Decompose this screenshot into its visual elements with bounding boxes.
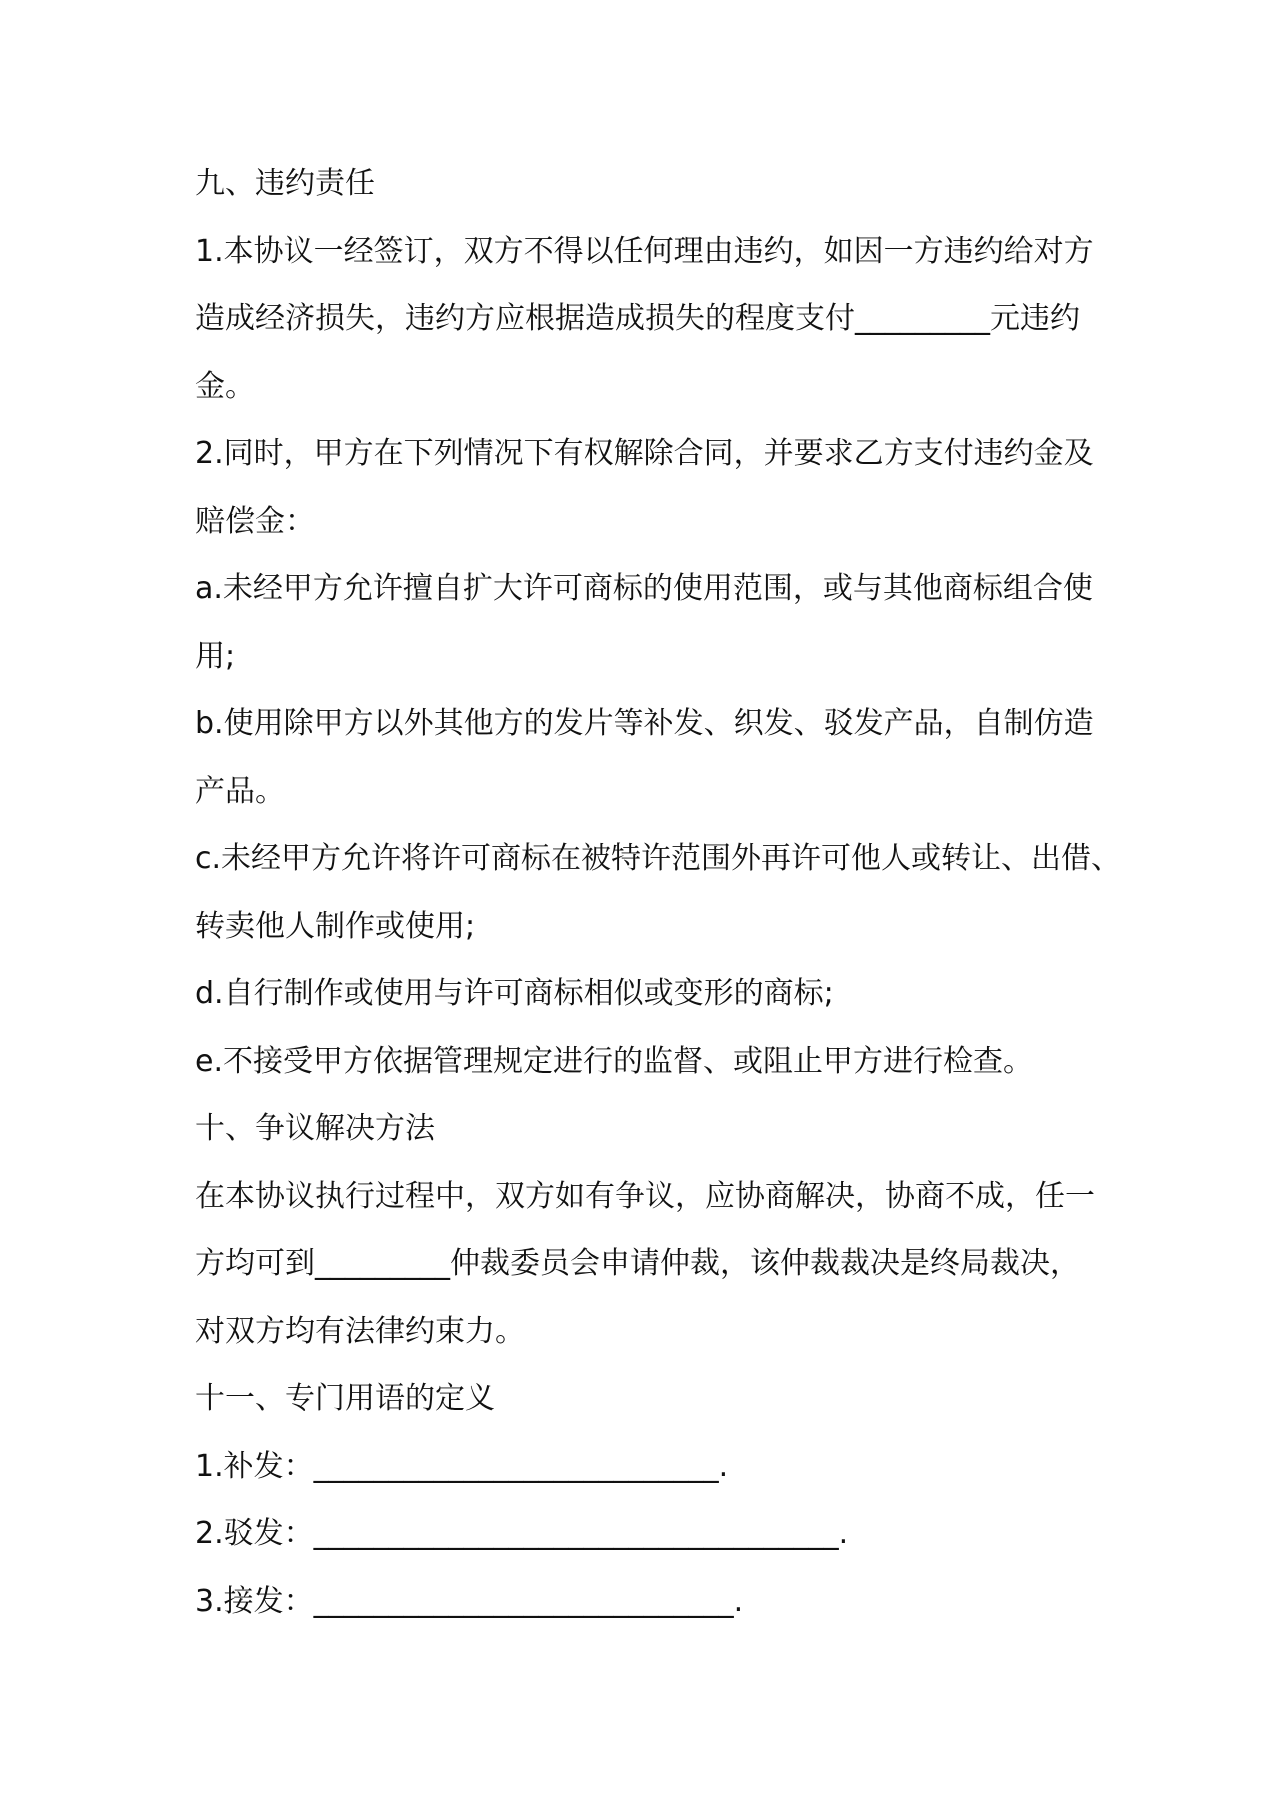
paragraph-line: 造成经济损失，违约方应根据造成损失的程度支付_________元违约	[195, 301, 1080, 336]
definition-line: 3.接发：____________________________.	[195, 1583, 744, 1619]
list-item-line: 用;	[195, 638, 236, 674]
paragraph-line: 在本协议执行过程中，双方如有争议，应协商解决，协商不成，任一	[195, 1178, 1095, 1214]
list-item-line: 转卖他人制作或使用;	[195, 908, 476, 944]
paragraph-line: 对双方均有法律约束力。	[195, 1313, 525, 1349]
list-item-line: b.使用除甲方以外其他方的发片等补发、织发、驳发产品，自制仿造	[195, 706, 1094, 741]
section-heading-definitions: 十一、专门用语的定义	[195, 1381, 495, 1416]
paragraph-line: 金。	[195, 368, 255, 404]
paragraph-line: 方均可到_________仲裁委员会申请仲裁，该仲裁裁决是终局裁决，	[195, 1246, 1080, 1281]
list-item-line: d.自行制作或使用与许可商标相似或变形的商标;	[195, 976, 834, 1011]
list-item-line: e.不接受甲方依据管理规定进行的监督、或阻止甲方进行检查。	[195, 1043, 1033, 1079]
definition-line: 2.驳发：___________________________________.	[195, 1516, 849, 1551]
paragraph-line: 1.本协议一经签订，双方不得以任何理由违约，如因一方违约给对方	[195, 233, 1094, 269]
list-item-line: a.未经甲方允许擅自扩大许可商标的使用范围，或与其他商标组合使	[195, 571, 1093, 606]
definition-line: 1.补发：___________________________.	[195, 1448, 729, 1484]
list-item-line: c.未经甲方允许将许可商标在被特许范围外再许可他人或转让、出借、	[195, 841, 1122, 876]
section-heading-dispute-resolution: 十、争议解决方法	[195, 1111, 435, 1146]
paragraph-line: 2.同时，甲方在下列情况下有权解除合同，并要求乙方支付违约金及	[195, 436, 1094, 471]
list-item-line: 产品。	[195, 773, 285, 809]
paragraph-line: 赔偿金：	[195, 503, 315, 539]
document-body	[195, 150, 1122, 1635]
section-heading-breach-liability: 九、违约责任	[195, 166, 375, 201]
